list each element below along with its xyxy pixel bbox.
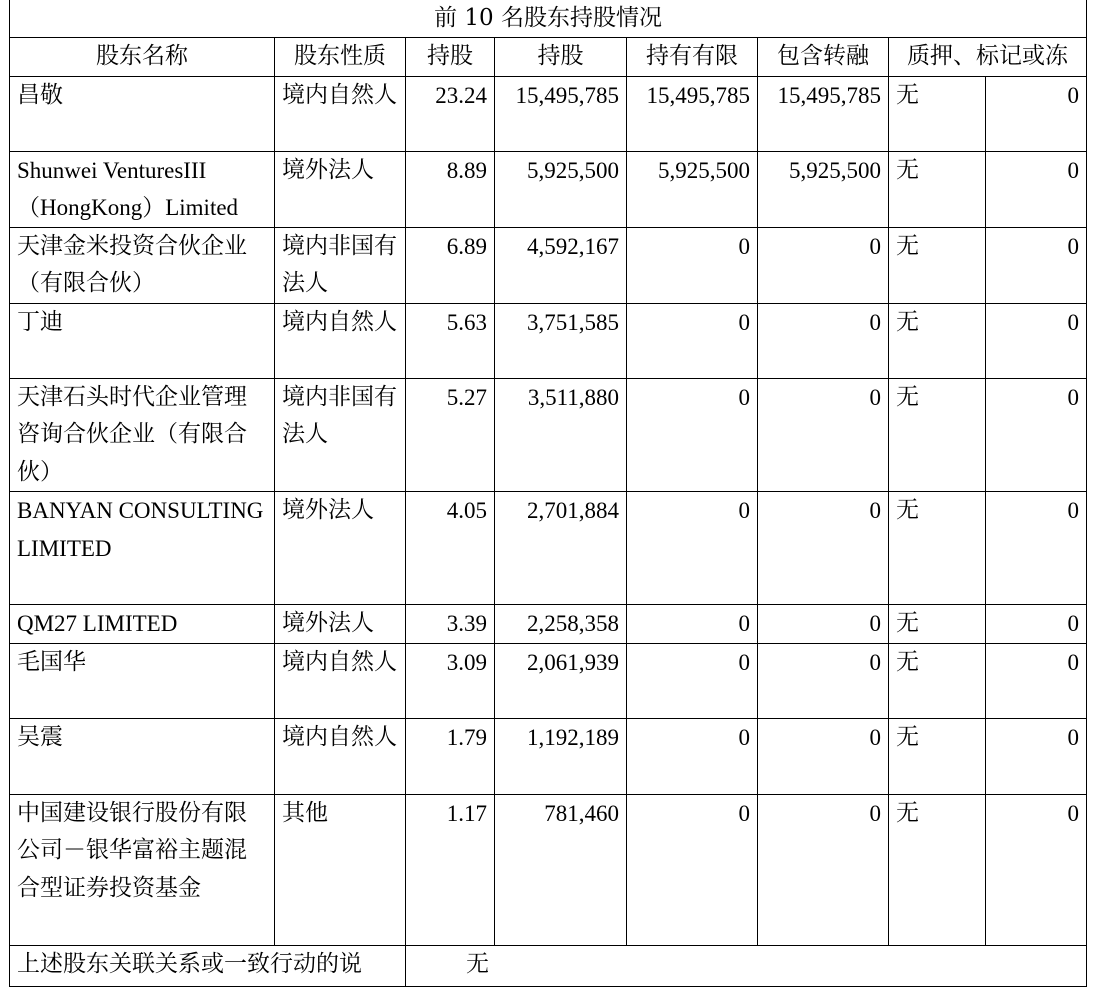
shareholder-nature: 境内自然人 [275, 303, 406, 378]
refinancing-shares: 0 [758, 303, 889, 378]
shareholder-name: BANYAN CONSULTING LIMITED [10, 492, 275, 605]
restricted-shares: 0 [627, 605, 758, 644]
shareholder-nature: 境外法人 [275, 151, 406, 227]
restricted-shares: 0 [627, 718, 758, 794]
footer-row [10, 945, 1087, 986]
restricted-shares: 0 [627, 794, 758, 945]
shareholder-nature: 境外法人 [275, 605, 406, 644]
table-row [10, 151, 1087, 227]
refinancing-shares: 0 [758, 227, 889, 303]
shareholder-name: 吴震 [10, 718, 275, 794]
pledge-status: 无 [889, 492, 986, 605]
restricted-shares: 0 [627, 227, 758, 303]
holding-ratio: 3.39 [406, 605, 495, 644]
pledge-status: 无 [889, 303, 986, 378]
pledged-quantity: 0 [986, 643, 1087, 718]
pledge-status: 无 [889, 151, 986, 227]
table-row [10, 303, 1087, 378]
refinancing-shares: 0 [758, 794, 889, 945]
holding-ratio: 1.79 [406, 718, 495, 794]
pledge-status: 无 [889, 718, 986, 794]
table-title: 前 10 名股东持股情况 [10, 0, 1087, 38]
holding-ratio: 6.89 [406, 227, 495, 303]
shareholder-nature: 境外法人 [275, 492, 406, 605]
refinancing-shares: 0 [758, 718, 889, 794]
refinancing-shares: 0 [758, 492, 889, 605]
restricted-shares: 5,925,500 [627, 151, 758, 227]
shareholder-name: 天津金米投资合伙企业（有限合伙） [10, 227, 275, 303]
holding-ratio: 23.24 [406, 76, 495, 151]
table-row [10, 227, 1087, 303]
shareholder-nature: 其他 [275, 794, 406, 945]
relationship-note-label: 上述股东关联关系或一致行动的说 [10, 945, 406, 986]
pledge-status: 无 [889, 378, 986, 492]
shareholder-nature: 境内非国有法人 [275, 227, 406, 303]
header-pledge-status: 质押、标记或冻 [889, 38, 1087, 77]
holding-ratio: 3.09 [406, 643, 495, 718]
holding-shares: 3,751,585 [495, 303, 627, 378]
table-row [10, 605, 1087, 644]
header-holding-ratio: 持股 [406, 38, 495, 77]
top-10-shareholders-table [9, 0, 1087, 987]
shareholder-name: Shunwei VenturesIII（HongKong）Limited [10, 151, 275, 227]
header-refinancing-shares: 包含转融 [758, 38, 889, 77]
restricted-shares: 0 [627, 492, 758, 605]
restricted-shares: 0 [627, 378, 758, 492]
refinancing-shares: 5,925,500 [758, 151, 889, 227]
header-holding-shares: 持股 [495, 38, 627, 77]
holding-shares: 5,925,500 [495, 151, 627, 227]
pledged-quantity: 0 [986, 303, 1087, 378]
header-restricted-shares: 持有有限 [627, 38, 758, 77]
refinancing-shares: 15,495,785 [758, 76, 889, 151]
shareholder-nature: 境内自然人 [275, 76, 406, 151]
shareholder-name: 毛国华 [10, 643, 275, 718]
table-row [10, 76, 1087, 151]
refinancing-shares: 0 [758, 643, 889, 718]
table-row [10, 378, 1087, 492]
pledged-quantity: 0 [986, 227, 1087, 303]
holding-shares: 2,258,358 [495, 605, 627, 644]
table-row [10, 492, 1087, 605]
holding-ratio: 4.05 [406, 492, 495, 605]
pledged-quantity: 0 [986, 605, 1087, 644]
shareholder-nature: 境内自然人 [275, 718, 406, 794]
header-holder-nature: 股东性质 [275, 38, 406, 77]
restricted-shares: 0 [627, 643, 758, 718]
pledged-quantity: 0 [986, 151, 1087, 227]
shareholder-nature: 境内非国有法人 [275, 378, 406, 492]
holding-shares: 3,511,880 [495, 378, 627, 492]
restricted-shares: 15,495,785 [627, 76, 758, 151]
shareholder-name: 中国建设银行股份有限公司－银华富裕主题混合型证券投资基金 [10, 794, 275, 945]
shareholder-table-container [9, 0, 1086, 987]
holding-shares: 15,495,785 [495, 76, 627, 151]
holding-shares: 4,592,167 [495, 227, 627, 303]
relationship-note-value: 无 [406, 945, 1087, 986]
pledged-quantity: 0 [986, 76, 1087, 151]
pledge-status: 无 [889, 794, 986, 945]
refinancing-shares: 0 [758, 605, 889, 644]
table-row [10, 794, 1087, 945]
shareholder-name: QM27 LIMITED [10, 605, 275, 644]
header-row [10, 38, 1087, 77]
restricted-shares: 0 [627, 303, 758, 378]
table-row [10, 718, 1087, 794]
pledge-status: 无 [889, 227, 986, 303]
pledge-status: 无 [889, 605, 986, 644]
holding-ratio: 5.63 [406, 303, 495, 378]
header-holder-name: 股东名称 [10, 38, 275, 77]
refinancing-shares: 0 [758, 378, 889, 492]
pledged-quantity: 0 [986, 378, 1087, 492]
pledge-status: 无 [889, 76, 986, 151]
shareholder-name: 天津石头时代企业管理咨询合伙企业（有限合伙） [10, 378, 275, 492]
pledged-quantity: 0 [986, 492, 1087, 605]
table-row [10, 643, 1087, 718]
holding-ratio: 1.17 [406, 794, 495, 945]
pledge-status: 无 [889, 643, 986, 718]
holding-shares: 2,701,884 [495, 492, 627, 605]
holding-shares: 781,460 [495, 794, 627, 945]
holding-ratio: 5.27 [406, 378, 495, 492]
shareholder-name: 丁迪 [10, 303, 275, 378]
holding-shares: 1,192,189 [495, 718, 627, 794]
pledged-quantity: 0 [986, 718, 1087, 794]
pledged-quantity: 0 [986, 794, 1087, 945]
holding-shares: 2,061,939 [495, 643, 627, 718]
holding-ratio: 8.89 [406, 151, 495, 227]
shareholder-name: 昌敬 [10, 76, 275, 151]
shareholder-nature: 境内自然人 [275, 643, 406, 718]
